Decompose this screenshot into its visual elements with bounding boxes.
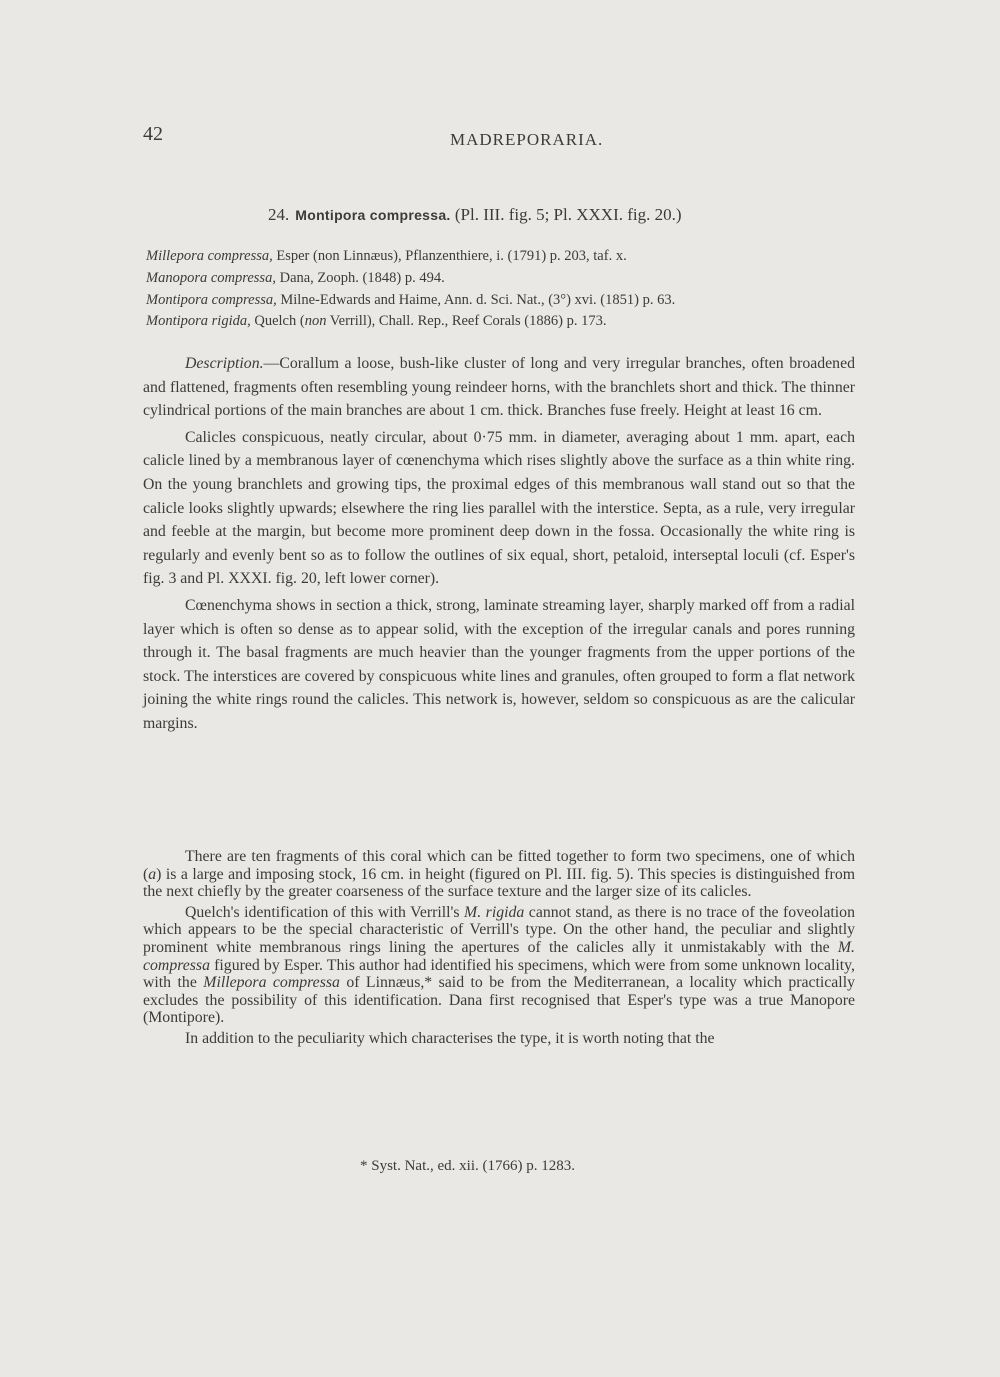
description-paragraph: Cœnenchyma shows in section a thick, strong, laminate streaming layer, sharply marked off from a radial layer which is often so dense as to appear solid, with the exception of the irregular canals and pores running through it. The basal fragments are much heavier than the younger fragments from the upper portions of the stock. The interstices are covered by conspicuous white lines and granules, often grouped to form a flat network joining the white rings round the calicles. This network is, however, seldom so conspicuous as are the calicular margins. — [143, 596, 855, 732]
remarks-italic: M. rigida — [464, 903, 525, 921]
description-paragraph — [143, 352, 855, 423]
description-paragraph: Calicles conspicuous, neatly circular, about 0·75 mm. in diameter, averaging about 1 mm. apart, each calicle lined by a membranous layer of cœnenchyma which rises slightly above the surface as a thin white ring. On the young branchlets and growing tips, the proximal edges of this membranous wall stand out so that the calicle looks slightly upwards; elsewhere the ring lies parallel with the interstice. Septa, as a rule, very irregular and feeble at the margin, but become more prominent deep down in the fossa. Occasionally the white ring is regularly and evenly bent so as to follow the outlines of six equal, short, petaloid, interseptal loculi (cf. Esper's fig. 3 and Pl. XXXI. fig. 20, left lower corner). — [143, 428, 855, 588]
footnote: * Syst. Nat., ed. xii. (1766) p. 1283. — [360, 1158, 575, 1174]
remarks-italic: M. compressa — [143, 938, 855, 974]
synonym-reference: Esper (non Linnæus), Pflanzenthiere, i. (1791) p. 203, taf. x. — [276, 248, 627, 264]
synonym-reference — [254, 313, 606, 329]
remarks-text: of Linnæus,* said to be from the Mediterranean, a locality which practically excludes the possibility of this identification. Dana first recognised that Esper's type was a true Manopore (Montipore). — [143, 974, 855, 1027]
synonym-reference-part: Quelch ( — [254, 313, 305, 330]
species-number: 24. — [268, 205, 290, 224]
synonym-entry — [146, 246, 866, 268]
synonym-reference-non: non — [304, 313, 327, 330]
remarks-text: There are ten fragments of this coral which can be fitted together to form two specimens, one of which ( — [143, 848, 855, 883]
synonym-reference-part: Verrill), Chall. Rep., Reef Corals (1886) p. 173. — [326, 313, 607, 330]
remarks-section — [143, 848, 855, 1048]
running-title: MADREPORARIA. — [450, 130, 604, 149]
species-heading — [268, 205, 682, 225]
synonym-reference: Dana, Zooph. (1848) p. 494. — [279, 269, 445, 286]
synonym-entry — [146, 268, 866, 290]
remarks-text: ) is a large and imposing stock, 16 cm. in height (figured on Pl. III. fig. 5). This species is distinguished from the next chiefly by the greater coarseness of the surface texture and the larger size of its calicles. — [143, 865, 855, 901]
synonymy-list — [146, 246, 866, 333]
description-text: —Corallum a loose, bush-like cluster of long and very irregular branches, often broadened and flattened, fragments often resembling young reindeer horns, with the branchlets short and thick. The thinner cylindrical portions of the main branches are about 1 cm. thick. Branches fuse freely. Height at least 16 cm. — [143, 355, 855, 420]
remarks-italic: a — [148, 865, 157, 883]
synonym-name: Montipora rigida, — [146, 313, 251, 330]
description-label: Description. — [185, 355, 264, 372]
remarks-paragraph — [143, 904, 855, 1027]
remarks-text: cannot stand, as there is no trace of the foveolation which appears to be the special characteristic of Verrill's type. On the other hand, the peculiar and slightly prominent white membranous rings lining the apertures of the calicles ally it unmistakably with the — [143, 903, 855, 956]
synonym-entry — [146, 311, 866, 333]
remarks-italic: Millepora compressa — [203, 974, 340, 992]
synonym-reference: Milne-Edwards and Haime, Ann. d. Sci. Nat., (3°) xvi. (1851) p. 63. — [280, 291, 676, 308]
synonym-name: Manopora compressa, — [146, 269, 276, 286]
remarks-text: Quelch's identification of this with Verrill's — [185, 903, 465, 921]
synonym-entry — [146, 290, 866, 312]
synonym-name: Montipora compressa, — [146, 291, 277, 308]
species-plates: (Pl. III. fig. 5; Pl. XXXI. fig. 20.) — [454, 205, 682, 224]
species-name: Montipora compressa. — [295, 207, 451, 223]
synonym-name: Millepora compressa, — [146, 248, 273, 264]
remarks-paragraph — [143, 848, 855, 901]
remarks-paragraph: In addition to the peculiarity which characterises the type, it is worth noting that the — [185, 1029, 715, 1047]
description-section — [143, 352, 855, 736]
page-number: 42 — [143, 123, 163, 145]
remarks-text: figured by Esper. This author had identified his specimens, which were from some unknown locality, with the — [143, 956, 855, 992]
